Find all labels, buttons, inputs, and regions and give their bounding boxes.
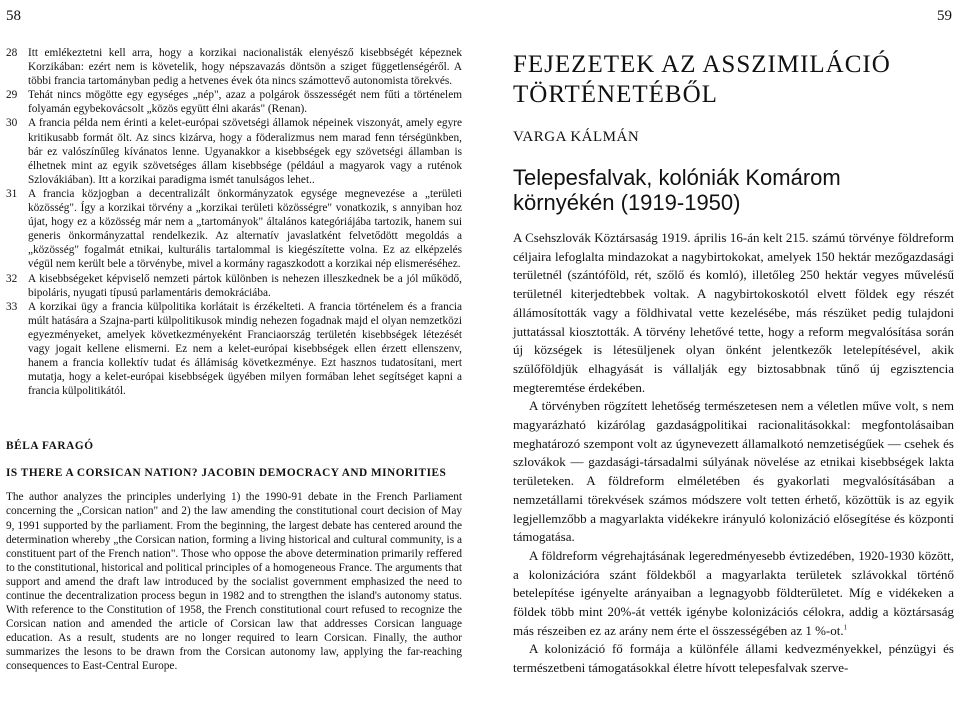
footnote-number: 29 <box>6 89 18 102</box>
article-body <box>513 229 954 678</box>
paragraph: A Csehszlovák Köztársaság 1919. április 16-án kelt 215. számú törvénye földreform céljaira lefoglalta mindazokat a nagybirtokokat, amelyek 150 hektár mezőgazdasági területnél (szántóföld, rét, szőlő és komló), illetőleg 250 hektár vegyes művelésű területnél kiterjedtebbek voltak. A nagybirtokoskotól elvett földek egy részét állámosították vagy a földhivatal vette kezelésébe, más részüket pedig tulajdoni juttatással kiosztották. A törvény lehetővé tette, hogy a reform megvalósítása során új községek is létesüljenek olyan önként jelentkezők letelepítésével, akik szülőföldjük elhagyását is vállalják egy biztosabbnak tűnő új egzisztencia megteremtése érdekében. <box>513 230 954 395</box>
english-title: IS THERE A CORSICAN NATION? JACOBIN DEMOCRACY AND MINORITIES <box>6 467 447 480</box>
footnote-number: 28 <box>6 47 18 59</box>
article-author: VARGA KÁLMÁN <box>513 129 640 145</box>
footnote <box>6 46 462 88</box>
footnote-number: 30 <box>6 117 18 130</box>
article-title <box>513 165 954 215</box>
paragraph-text: A földreform végrehajtásának legeredményesebb évtizedében, 1920-1930 között, a kolonizációra szánt földekből a magyarlakta területek szlávokkal történő betelepítése igényelte arányaiban a legnagyobb földterületet. Míg e vidékeken a földek több mint 20%-át vették igénybe kolonizációs célokra, addig a köztársaság más részeiben ez az arány nem érte el összességében az 1 %-ot. <box>513 547 954 638</box>
chapter-heading-line: FEJEZETEK AZ ASSZIMILÁCIÓ <box>513 51 891 78</box>
chapter-heading <box>513 50 954 110</box>
right-page <box>513 50 954 678</box>
footnote <box>6 300 462 399</box>
left-page <box>6 46 462 674</box>
paragraph: A törvényben rögzített lehetőség természetesen nem a véletlen műve volt, s nem magyarázható kizárólag gazdaságpolitikai racionalitásokkal: megfontolásaiban meghatározó szempont volt az úgynevezett államalkotó nemzetiségűek — csehek és szlovákok — gazdasági-társadalmi súlyának növelése az etnikai kisebbségek lakta területeken. A földreform elméletében és gyakorlati megvalósításában a nemzetállami törekvések számos módszere volt tetten érhető, közöttük is az egyik legjellemzőbb a magyarlakta vidékekre irányuló kolonizáció elősegítése és központi támogatása. <box>513 398 954 545</box>
footnote-text: A francia közjogban a decentralizált önkormányzatok egysége megnevezése a „területi közösség". Így a korzikai törvény a „korzikai területi közösségre" vonatkozik, s annyiban hoz újat, hogy ez a közösség már nem a „tartományok" általános kategóriájába tartozik, hanem sui generis önkormányzattal rendelkezik. Az alternatív javaslatként felvetődött megoldás a „közösség" fogalmát etnikai, kulturális tartalommal is kiegészítette volna. Ez az elképzelés végül nem került bele a törvénybe, mivel a kormány ragaszkodott a korzikai nép elismeréséhez. <box>28 187 462 271</box>
footnote-ref[interactable]: 1 <box>843 623 848 632</box>
article-title-line: környékén (1919-1950) <box>513 190 741 215</box>
english-abstract: The author analyzes the principles underlying 1) the 1990-91 debate in the French Parliament concerning the „Corsican nation" and 2) the law amending the constitutional court decision of May 9, 1991 supported by the parliament. From the beginning, the largest debate has centered around the determination whereby „the Corsican nation, forming a living historical and cultural community, is a constituent part of the French nation". Those who oppose the above determination primarily reffered to the constitutional, historical and political principles of a homogeneous France. The arguments that support and amend the draft law introduced by the socialist government emphasized the need to continue the decentralization process begun in 1982 and to strengthen the island's autonomy status. With reference to the Constitution of 1958, the French constitutional court refused to recognize the Corsican nation and amended the article of Corsican law that addresses Corsican language education. As a result, students are no longer required to learn Corsican. Finally, the author summarizes the lesons to be drawn from the Corsican autonomy law, applying the far-reaching consequences to East-Central Europe. <box>6 491 462 673</box>
page-number-right: 59 <box>937 8 952 24</box>
footnote <box>6 116 462 186</box>
footnote-number: 31 <box>6 187 18 200</box>
footnote <box>6 187 462 272</box>
paragraph: A kolonizáció fő formája a különféle állami kedvezményekkel, pénzügyi és természetbeni támogatásokkal életre hívott telepesfalvak szerve- <box>513 641 954 676</box>
article-title-line: Telepesfalvak, kolóniák Komárom <box>513 165 841 190</box>
footnote-number: 33 <box>6 300 18 313</box>
english-author: BÉLA FARAGÓ <box>6 440 94 453</box>
page-number-left: 58 <box>6 8 21 24</box>
footnote <box>6 88 462 116</box>
chapter-heading-line: TÖRTÉNETÉBŐL <box>513 81 718 108</box>
footnote-text: A francia példa nem érinti a kelet-európai szövetségi államok népeinek viszonyát, amely egyre kritikusabb formát ölt. Az sincs kizárva, hogy a föderalizmus nem marad fenn térségünkben, bár ez valószínűleg kívánatos lenne. Ugyanakkor a kisebbségek egy szövetségi államban is élhetnek mint az egyik szövetséges állam kisebbsége (például a magyarok vagy a ruténok Szlovákiában). Itt a korzikai paradigma ismét tanulságos lehet.. <box>28 117 462 186</box>
footnote-text: A korzikai ügy a francia külpolitika korlátait is érzékelteti. A francia történelem és a francia múlt hatására a Szajna-parti külpolitikusok mindig nehezen fogadnak majd el olyan nemzetközi egyezményeket, amelyek következményeként Franciaország területén kisebbségek létezését vagy jogait kellene elismerni. Ez nem a kelet-európai kisebbségek ellen érzett ellenszenv, hanem a francia kollektív tudat és állámiság következménye. Ezt hasznos tudatosítani, mert mutatja, hogy a kelet-európai kisebbségek ügyében milyen formában lehet segítséget kapni a francia külpolitikától. <box>28 300 462 398</box>
footnote-text: A kisebbségeket képviselő nemzeti pártok különben is nehezen illeszkednek be a jól működő, bipoláris, nyugati típusú parlamentáris demokráciába. <box>28 272 462 299</box>
footnote-text: Tehát nincs mögötte egy egységes „nép", azaz a polgárok összességét nem fűti a történelem folyamán egybekovácsolt „közös együtt élni akarás" (Renan). <box>28 89 462 116</box>
paragraph <box>513 547 954 641</box>
footnote-number: 32 <box>6 272 18 285</box>
footnote <box>6 272 462 300</box>
footnotes <box>6 46 462 398</box>
footnote-text: Itt emlékeztetni kell arra, hogy a korzikai nacionalisták elenyésző kisebbségét képeznek Korzikában: ezért nem is követelik, hogy népszavazás döntsön a sziget függetlenségéről. A többi francia tartományban pedig a hetvenes évek óta nincs számottevő autonomista törekvés. <box>28 47 462 88</box>
